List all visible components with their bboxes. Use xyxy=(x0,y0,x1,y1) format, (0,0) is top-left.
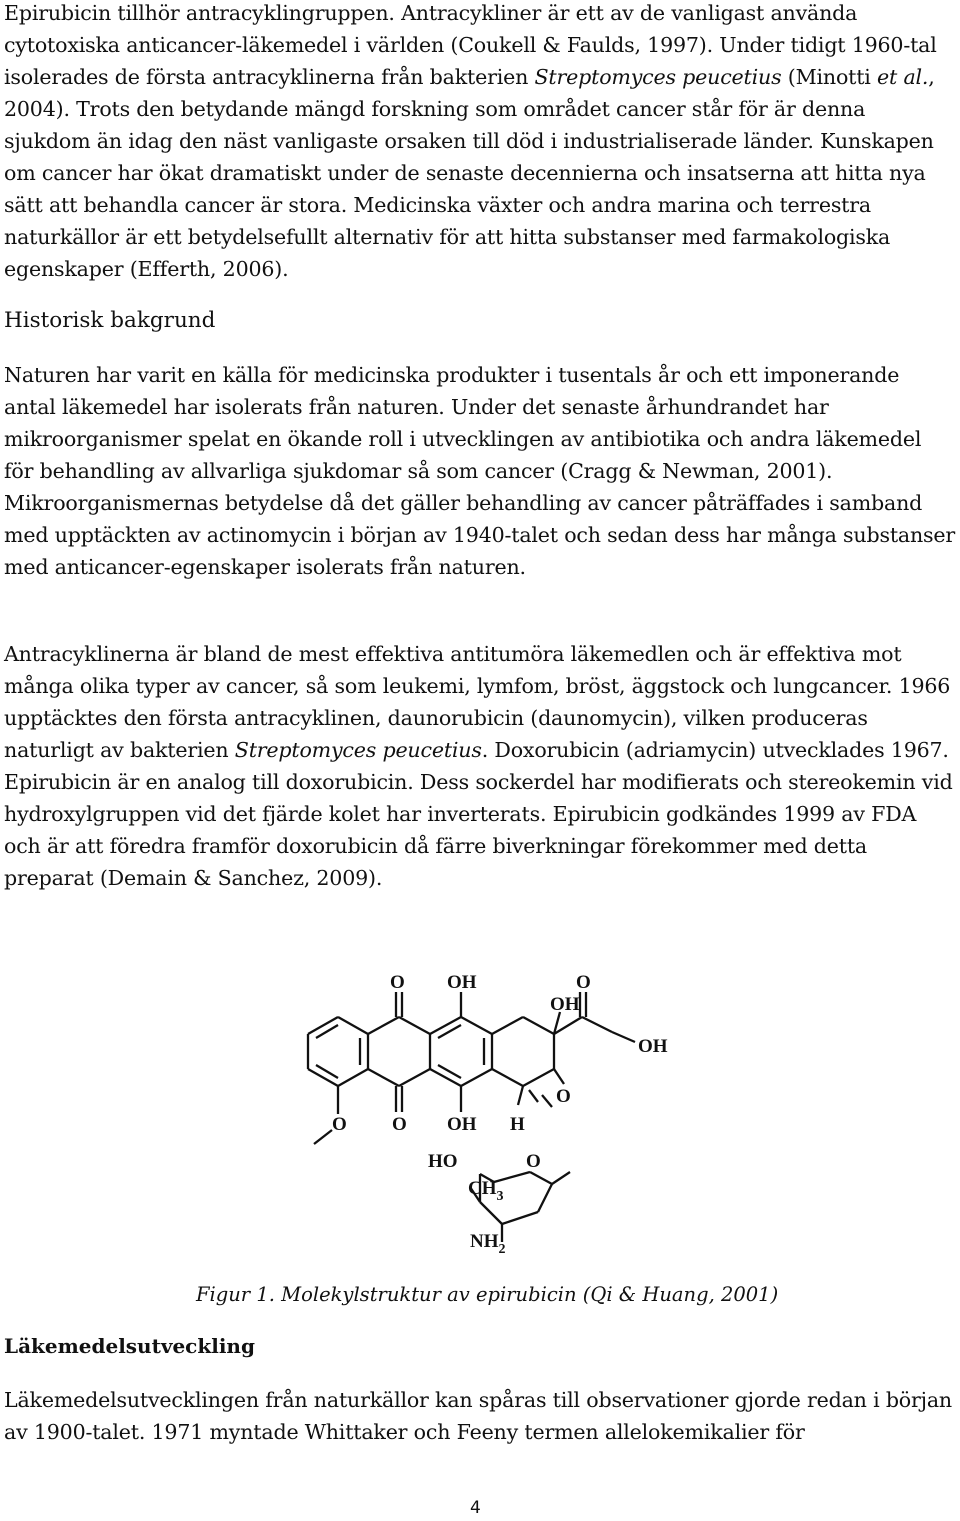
intro-text-3: , 2004). Trots den betydande mängd forskning som området cancer står för är denna sjukdom än idag den näst vanligaste orsaken till död i industrialiserade länder. Kunskapen om cancer har ökat dramatiskt under de senaste decennierna och insatserna att hitta nya sätt att behandla cancer är stora. Medicinska växter och andra marina och terrestra naturkällor är ett betydelsefullt alternativ för att hitta substanser med farmakologiska egenskaper (Efferth, 2006). xyxy=(4,65,935,281)
atom-oh-top: OH xyxy=(447,972,477,993)
species-name-2: Streptomyces peucetius xyxy=(234,738,482,762)
section-heading-lakemedel: Läkemedelsutveckling xyxy=(4,1334,255,1358)
figure-caption: Figur 1. Molekylstruktur av epirubicin (Qi & Huang, 2001) xyxy=(196,1283,779,1306)
atom-oh-terminal: OH xyxy=(638,1036,668,1057)
section-heading-historisk: Historisk bakgrund xyxy=(4,308,216,333)
species-name: Streptomyces peucetius xyxy=(534,65,782,89)
history-paragraph: Naturen har varit en källa för medicinska produkter i tusentals år och ett imponerande antal läkemedel har isolerats från naturen. Under det senaste århundrandet har mikroorganismer spelat en ökande roll i utvecklingen av antibiotika och andra läkemedel för behandling av allvarliga sjukdomar så som cancer (Cragg & Newman, 2001). Mikroorganismernas betydelse då det gäller behandling av cancer påträffades i samband med upptäckten av actinomycin i början av 1940-talet och sedan dess har många substanser med anticancer-egenskaper isolerats från naturen. xyxy=(4,363,956,579)
page-number: 4 xyxy=(470,1498,481,1518)
atom-nh-sub: 2 xyxy=(498,1242,506,1257)
atom-o-glycoside: O xyxy=(556,1086,571,1107)
atom-oh-bottom: OH xyxy=(447,1114,477,1135)
atom-ch: CH xyxy=(468,1178,497,1199)
atom-o-quinone-bottom: O xyxy=(392,1114,407,1135)
atom-h-bottom: H xyxy=(510,1114,525,1135)
anthracycline-paragraph xyxy=(4,638,956,894)
atom-o-methoxy: O xyxy=(332,1114,347,1135)
atom-nh: NH xyxy=(470,1231,499,1252)
atom-o-top-left: O xyxy=(390,972,405,993)
et-al: et al. xyxy=(877,65,929,89)
anthracycline-text-2: . Doxorubicin (adriamycin) utvecklades 1967. Epirubicin är en analog till doxorubicin. Dess sockerdel har modifierats och stereokemin vid hydroxylgruppen vid det fjärde kolet har inverterats. Epirubicin godkändes 1999 av FDA och är att föredra framför doxorubicin då färre biverkningar förekommer med detta preparat (Demain & Sanchez, 2009). xyxy=(4,738,953,890)
drug-development-paragraph: Läkemedelsutvecklingen från naturkällor kan spåras till observationer gjorde redan i början av 1900-talet. 1971 myntade Whittaker och Feeny termen allelokemikalier för xyxy=(4,1388,952,1444)
atom-ho-sugar: HO xyxy=(428,1151,458,1172)
atom-oh-c9: OH xyxy=(550,994,580,1015)
epirubicin-structure xyxy=(280,962,710,1262)
intro-text-1: Epirubicin tillhör antracyklingruppen. Antracykliner är ett av de vanligast använda cytotoxiska anticancer-läkemedel i världen (Coukell & Faulds, 1997). Under tidigt 1960-tal isolerades de första antracyklinerna från bakterien xyxy=(4,1,937,89)
atom-nh2 xyxy=(470,1231,506,1257)
atom-o-ketone-side: O xyxy=(576,972,591,993)
intro-text-2: (Minotti xyxy=(781,65,878,89)
anthracycline-text-1: Antracyklinerna är bland de mest effektiva antitumöra läkemedlen och är effektiva mot många olika typer av cancer, så som leukemi, lymfom, bröst, äggstock och lungcancer. 1966 upptäcktes den första antracyklinen, daunorubicin (daunomycin), vilken produceras naturligt av bakterien xyxy=(4,642,951,762)
atom-o-ring: O xyxy=(526,1151,541,1172)
atom-ch-sub: 3 xyxy=(496,1189,504,1204)
intro-paragraph xyxy=(4,0,956,285)
